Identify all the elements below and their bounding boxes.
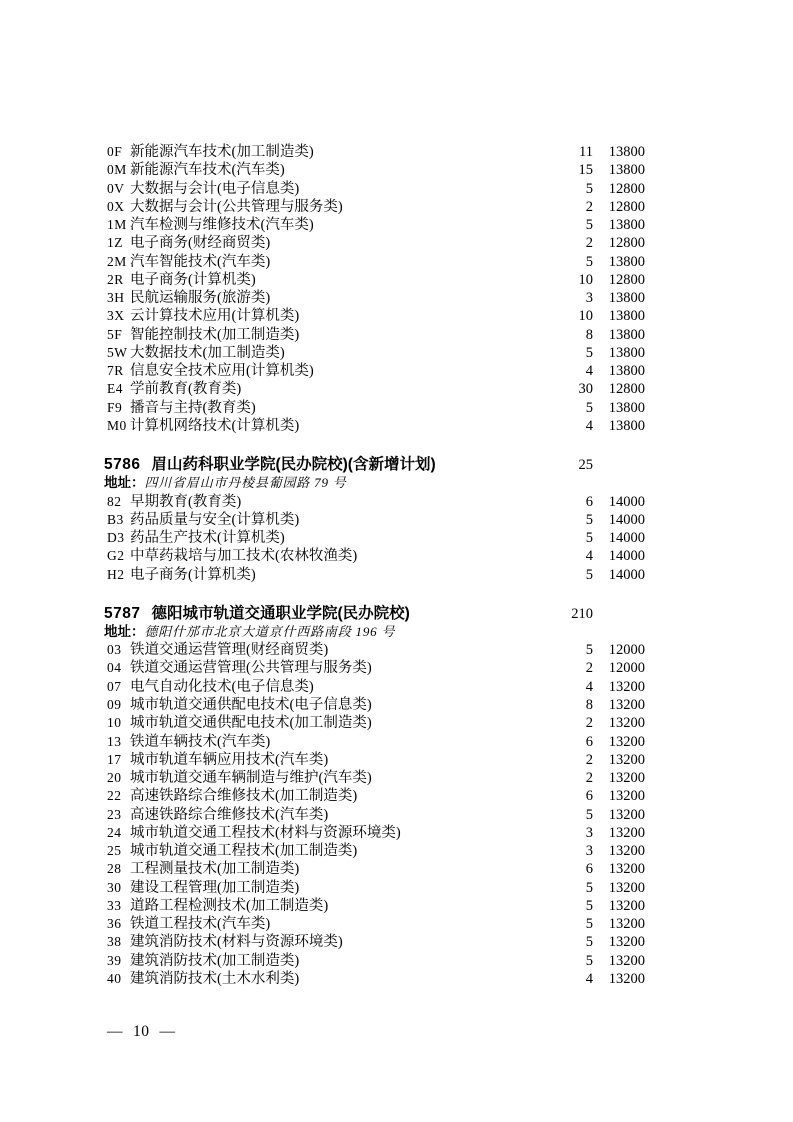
major-rows bbox=[104, 641, 645, 988]
major-name: 智能控制技术(加工制造类) bbox=[130, 326, 300, 343]
institution-header bbox=[104, 455, 645, 474]
major-fee: 12000 bbox=[608, 660, 645, 677]
major-fee: 13800 bbox=[608, 162, 645, 179]
major-fee: 14000 bbox=[608, 530, 645, 547]
major-fee: 13800 bbox=[608, 363, 645, 380]
major-row bbox=[104, 879, 645, 897]
institution-total-quota: 25 bbox=[578, 457, 593, 474]
major-quota: 10 bbox=[578, 271, 593, 288]
major-code: 04 bbox=[107, 660, 122, 676]
major-row bbox=[104, 787, 645, 805]
institution-section bbox=[104, 143, 645, 435]
major-row bbox=[104, 659, 645, 677]
major-name: 铁道工程技术(汽车类) bbox=[130, 916, 271, 933]
major-fee: 12800 bbox=[608, 381, 645, 398]
major-code: 40 bbox=[107, 970, 122, 986]
major-rows bbox=[104, 493, 645, 584]
major-code: B3 bbox=[107, 511, 124, 527]
major-row bbox=[104, 860, 645, 878]
major-fee: 13800 bbox=[608, 290, 645, 307]
major-row bbox=[104, 362, 645, 380]
major-row bbox=[104, 714, 645, 732]
major-name: 电子商务(财经商贸类) bbox=[130, 235, 271, 252]
major-row bbox=[104, 897, 645, 915]
major-fee: 14000 bbox=[608, 511, 645, 528]
footer-dash-left: — bbox=[107, 1023, 123, 1040]
major-quota: 5 bbox=[585, 806, 593, 823]
major-quota: 2 bbox=[585, 715, 593, 732]
major-row bbox=[104, 234, 645, 252]
major-name: 药品生产技术(计算机类) bbox=[130, 530, 285, 547]
major-code: 3H bbox=[107, 290, 125, 306]
major-fee: 13200 bbox=[608, 843, 645, 860]
major-quota: 5 bbox=[585, 934, 593, 951]
major-row bbox=[104, 842, 645, 860]
major-quota: 4 bbox=[585, 970, 593, 987]
major-fee: 13800 bbox=[608, 417, 645, 434]
major-code: 2R bbox=[107, 271, 124, 287]
major-quota: 10 bbox=[578, 308, 593, 325]
major-name: 城市轨道交通工程技术(材料与资源环境类) bbox=[130, 824, 401, 841]
major-name: 大数据技术(加工制造类) bbox=[130, 344, 285, 361]
institution-header bbox=[104, 604, 645, 623]
major-row bbox=[104, 417, 645, 435]
major-name: 新能源汽车技术(汽车类) bbox=[130, 162, 285, 179]
major-name: 建筑消防技术(土木水利类) bbox=[130, 970, 300, 987]
major-name: 城市轨道车辆应用技术(汽车类) bbox=[130, 751, 329, 768]
major-name: 城市轨道交通车辆制造与维护(汽车类) bbox=[130, 770, 372, 787]
major-row bbox=[104, 806, 645, 824]
major-name: 汽车智能技术(汽车类) bbox=[130, 253, 271, 270]
major-fee: 13200 bbox=[608, 751, 645, 768]
major-fee: 12800 bbox=[608, 271, 645, 288]
major-name: 铁道交通运营管理(财经商贸类) bbox=[130, 642, 329, 659]
major-quota: 5 bbox=[585, 897, 593, 914]
address-label: 地址： bbox=[104, 623, 145, 639]
major-name: 播音与主持(教育类) bbox=[130, 399, 256, 416]
major-row bbox=[104, 198, 645, 216]
major-code: 20 bbox=[107, 770, 122, 786]
page-footer bbox=[106, 1023, 177, 1041]
major-fee: 13200 bbox=[608, 970, 645, 987]
major-fee: 13800 bbox=[608, 217, 645, 234]
major-quota: 6 bbox=[585, 493, 593, 510]
major-quota: 4 bbox=[585, 417, 593, 434]
major-name: 早期教育(教育类) bbox=[130, 493, 242, 510]
major-fee: 13200 bbox=[608, 733, 645, 750]
major-row bbox=[104, 307, 645, 325]
plan-list bbox=[104, 143, 645, 988]
major-fee: 12800 bbox=[608, 180, 645, 197]
major-quota: 8 bbox=[585, 696, 593, 713]
address-label: 地址： bbox=[104, 475, 145, 491]
major-name: 汽车检测与维修技术(汽车类) bbox=[130, 217, 314, 234]
major-quota: 5 bbox=[585, 511, 593, 528]
major-name: 民航运输服务(旅游类) bbox=[130, 290, 271, 307]
major-row bbox=[104, 915, 645, 933]
major-code: 23 bbox=[107, 806, 122, 822]
major-row bbox=[104, 751, 645, 769]
major-row bbox=[104, 529, 645, 547]
major-quota: 5 bbox=[585, 916, 593, 933]
major-row bbox=[104, 769, 645, 787]
institution-name: 眉山药科职业学院(民办院校)(含新增计划) bbox=[151, 456, 436, 474]
major-quota: 5 bbox=[585, 399, 593, 416]
major-row bbox=[104, 399, 645, 417]
major-row bbox=[104, 253, 645, 271]
major-name: 药品质量与安全(计算机类) bbox=[130, 511, 300, 528]
major-code: 1M bbox=[107, 217, 127, 233]
major-fee: 13200 bbox=[608, 824, 645, 841]
major-code: 25 bbox=[107, 843, 122, 859]
major-name: 建筑消防技术(加工制造类) bbox=[130, 952, 300, 969]
major-fee: 12000 bbox=[608, 642, 645, 659]
address-text: 四川省眉山市丹棱县葡园路 79 号 bbox=[144, 475, 347, 491]
major-fee: 13200 bbox=[608, 879, 645, 896]
major-code: 28 bbox=[107, 861, 122, 877]
major-code: 10 bbox=[107, 715, 122, 731]
major-fee: 13200 bbox=[608, 934, 645, 951]
major-row bbox=[104, 380, 645, 398]
major-fee: 13200 bbox=[608, 861, 645, 878]
major-fee: 14000 bbox=[608, 548, 645, 565]
major-rows bbox=[104, 143, 645, 435]
major-fee: 13800 bbox=[608, 144, 645, 160]
major-row bbox=[104, 511, 645, 529]
major-name: 城市轨道交通工程技术(加工制造类) bbox=[130, 843, 358, 860]
major-name: 道路工程检测技术(加工制造类) bbox=[130, 897, 329, 914]
major-row bbox=[104, 970, 645, 988]
major-name: 建设工程管理(加工制造类) bbox=[130, 879, 300, 896]
major-row bbox=[104, 733, 645, 751]
major-name: 工程测量技术(加工制造类) bbox=[130, 861, 300, 878]
major-quota: 5 bbox=[585, 180, 593, 197]
major-quota: 5 bbox=[585, 952, 593, 969]
major-quota: 2 bbox=[585, 198, 593, 215]
major-row bbox=[104, 678, 645, 696]
major-row bbox=[104, 824, 645, 842]
major-quota: 15 bbox=[578, 162, 593, 179]
major-code: 36 bbox=[107, 916, 122, 932]
major-name: 建筑消防技术(材料与资源环境类) bbox=[130, 934, 343, 951]
major-fee: 13200 bbox=[608, 916, 645, 933]
institution-address bbox=[104, 474, 645, 492]
major-quota: 5 bbox=[585, 642, 593, 659]
major-code: M0 bbox=[107, 417, 127, 433]
major-code: 7R bbox=[107, 363, 124, 379]
major-code: 24 bbox=[107, 824, 122, 840]
major-fee: 13800 bbox=[608, 326, 645, 343]
major-fee: 13800 bbox=[608, 253, 645, 270]
major-code: 39 bbox=[107, 952, 122, 968]
major-name: 城市轨道交通供配电技术(电子信息类) bbox=[130, 696, 372, 713]
institution-total-quota: 210 bbox=[571, 605, 593, 622]
major-row bbox=[104, 952, 645, 970]
major-code: 3X bbox=[107, 308, 125, 324]
major-quota: 6 bbox=[585, 788, 593, 805]
major-name: 云计算技术应用(计算机类) bbox=[130, 308, 300, 325]
major-quota: 6 bbox=[585, 861, 593, 878]
major-fee: 13200 bbox=[608, 788, 645, 805]
major-code: 0V bbox=[107, 180, 125, 196]
major-quota: 5 bbox=[585, 253, 593, 270]
major-fee: 13200 bbox=[608, 806, 645, 823]
major-name: 信息安全技术应用(计算机类) bbox=[130, 363, 314, 380]
major-quota: 2 bbox=[585, 235, 593, 252]
institution-name: 德阳城市轨道交通职业学院(民办院校) bbox=[151, 604, 410, 622]
major-code: 22 bbox=[107, 788, 122, 804]
institution-section bbox=[104, 455, 645, 584]
institution-code: 5787 bbox=[104, 604, 141, 622]
major-quota: 3 bbox=[585, 843, 593, 860]
major-name: 学前教育(教育类) bbox=[130, 381, 242, 398]
major-row bbox=[104, 933, 645, 951]
major-fee: 13200 bbox=[608, 952, 645, 969]
major-quota: 5 bbox=[585, 530, 593, 547]
major-row bbox=[104, 216, 645, 234]
major-code: 5W bbox=[107, 344, 128, 360]
major-row bbox=[104, 344, 645, 362]
major-quota: 30 bbox=[578, 381, 593, 398]
major-row bbox=[104, 180, 645, 198]
major-row bbox=[104, 566, 645, 584]
institution-code: 5786 bbox=[104, 456, 141, 474]
major-code: 82 bbox=[107, 493, 122, 509]
major-quota: 8 bbox=[585, 326, 593, 343]
major-quota: 6 bbox=[585, 733, 593, 750]
major-fee: 13200 bbox=[608, 678, 645, 695]
major-name: 计算机网络技术(计算机类) bbox=[130, 417, 300, 434]
major-code: 07 bbox=[107, 678, 122, 694]
major-quota: 4 bbox=[585, 363, 593, 380]
major-code: 0X bbox=[107, 198, 125, 214]
major-code: 38 bbox=[107, 934, 122, 950]
major-fee: 13200 bbox=[608, 897, 645, 914]
major-name: 高速铁路综合维修技术(加工制造类) bbox=[130, 788, 358, 805]
major-fee: 14000 bbox=[608, 566, 645, 583]
major-name: 新能源汽车技术(加工制造类) bbox=[130, 144, 314, 160]
major-name: 城市轨道交通供配电技术(加工制造类) bbox=[130, 715, 372, 732]
footer-dash-right: — bbox=[159, 1023, 176, 1040]
major-row bbox=[104, 143, 645, 161]
major-fee: 13200 bbox=[608, 696, 645, 713]
major-fee: 12800 bbox=[608, 235, 645, 252]
address-text: 德阳什邡市北京大道京什西路南段 196 号 bbox=[144, 623, 396, 639]
major-quota: 5 bbox=[585, 566, 593, 583]
institution-address bbox=[104, 623, 645, 641]
major-code: 0M bbox=[107, 162, 127, 178]
major-quota: 2 bbox=[585, 770, 593, 787]
major-name: 大数据与会计(公共管理与服务类) bbox=[130, 198, 343, 215]
major-code: H2 bbox=[107, 566, 125, 582]
major-quota: 5 bbox=[585, 879, 593, 896]
major-fee: 13800 bbox=[608, 399, 645, 416]
major-name: 大数据与会计(电子信息类) bbox=[130, 180, 300, 197]
major-quota: 2 bbox=[585, 660, 593, 677]
major-row bbox=[104, 289, 645, 307]
major-name: 铁道交通运营管理(公共管理与服务类) bbox=[130, 660, 372, 677]
major-name: 铁道车辆技术(汽车类) bbox=[130, 733, 271, 750]
major-code: G2 bbox=[107, 548, 125, 564]
major-quota: 5 bbox=[585, 344, 593, 361]
major-quota: 5 bbox=[585, 217, 593, 234]
major-code: 1Z bbox=[107, 235, 123, 251]
major-quota: 4 bbox=[585, 678, 593, 695]
major-code: 13 bbox=[107, 733, 122, 749]
major-row bbox=[104, 161, 645, 179]
major-name: 电子商务(计算机类) bbox=[130, 271, 256, 288]
major-quota: 3 bbox=[585, 290, 593, 307]
major-row bbox=[104, 326, 645, 344]
major-code: 30 bbox=[107, 879, 122, 895]
major-code: 0F bbox=[107, 144, 123, 159]
major-code: 17 bbox=[107, 751, 122, 767]
major-code: E4 bbox=[107, 381, 123, 397]
major-code: 33 bbox=[107, 897, 122, 913]
major-fee: 13200 bbox=[608, 715, 645, 732]
major-row bbox=[104, 641, 645, 659]
major-fee: 12800 bbox=[608, 198, 645, 215]
major-quota: 4 bbox=[585, 548, 593, 565]
major-code: F9 bbox=[107, 399, 123, 415]
major-name: 中草药栽培与加工技术(农林牧渔类) bbox=[130, 548, 358, 565]
major-code: 2M bbox=[107, 253, 127, 269]
major-row bbox=[104, 696, 645, 714]
major-row bbox=[104, 547, 645, 565]
major-fee: 13200 bbox=[608, 770, 645, 787]
major-fee: 13800 bbox=[608, 344, 645, 361]
major-code: 03 bbox=[107, 642, 122, 658]
page-number: 10 bbox=[133, 1023, 150, 1040]
major-name: 高速铁路综合维修技术(汽车类) bbox=[130, 806, 329, 823]
major-quota: 3 bbox=[585, 824, 593, 841]
institution-section bbox=[104, 604, 645, 988]
major-name: 电气自动化技术(电子信息类) bbox=[130, 678, 314, 695]
major-code: D3 bbox=[107, 530, 125, 546]
major-fee: 14000 bbox=[608, 493, 645, 510]
major-fee: 13800 bbox=[608, 308, 645, 325]
major-code: 5F bbox=[107, 326, 123, 342]
major-quota: 11 bbox=[579, 144, 593, 160]
major-quota: 2 bbox=[585, 751, 593, 768]
major-row bbox=[104, 493, 645, 511]
major-row bbox=[104, 271, 645, 289]
major-name: 电子商务(计算机类) bbox=[130, 566, 256, 583]
major-code: 09 bbox=[107, 696, 122, 712]
